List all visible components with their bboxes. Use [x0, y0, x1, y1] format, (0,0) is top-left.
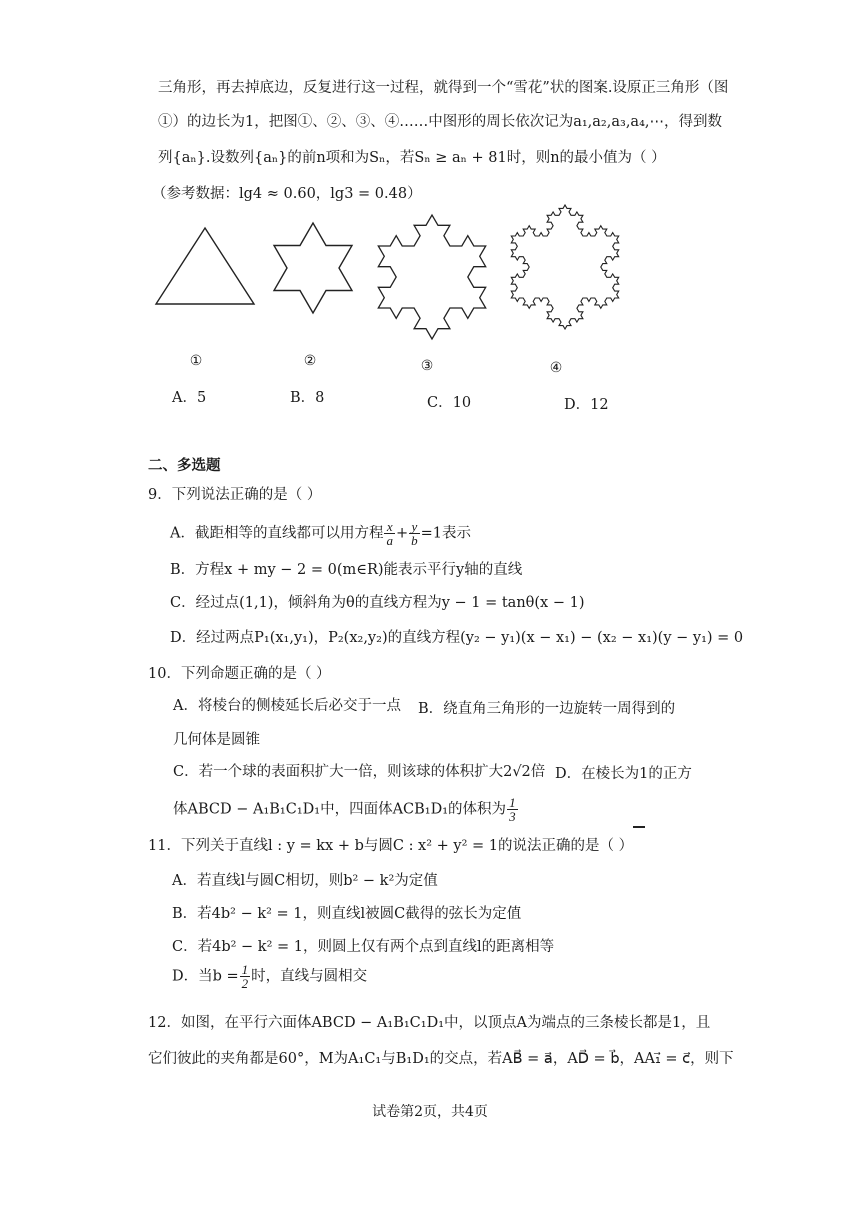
- q8-text-line2: ①）的边长为1，把图①、②、③、④……中图形的周长依次记为a₁,a₂,a₃,a₄,⋯，得到数: [158, 114, 722, 130]
- figure-3-snowflake: [372, 205, 492, 345]
- q10-stem: 10．下列命题正确的是（ ）: [148, 666, 331, 682]
- q8-option-a: A．5: [172, 390, 207, 406]
- q11-option-a: A．若直线l与圆C相切，则b² − k²为定值: [172, 873, 438, 889]
- q9-option-b: B．方程x + my − 2 = 0(m∈R)能表示平行y轴的直线: [170, 562, 523, 578]
- q9-a-text: A．截距相等的直线都可以用方程: [170, 525, 384, 542]
- figure-label-2: ②: [303, 353, 317, 369]
- q10-option-d: D．在棱长为1的正方: [555, 766, 692, 782]
- fraction-one-third: $\frac{1}{3}$: [509, 795, 516, 824]
- q9-option-a: A．截距相等的直线都可以用方程 $\frac{x}{a}$ + $\frac{y}{b}$ =1表示: [170, 519, 472, 548]
- figure-4-snowflake: [500, 195, 630, 335]
- q9-option-d: D．经过两点P₁(x₁,y₁)，P₂(x₂,y₂)的直线方程(y₂ − y₁)(x − x₁) − (x₂ − x₁)(y − y₁) = 0: [170, 630, 744, 646]
- figure-label-1: ①: [189, 353, 203, 369]
- q11-stem: 11．下列关于直线l : y = kx + b与圆C : x² + y² = 1的说法正确的是（ ）: [148, 838, 634, 854]
- q9-stem: 9．下列说法正确的是（ ）: [148, 487, 322, 503]
- q8-option-c: C．10: [427, 395, 472, 411]
- q8-text-line3: 列{aₙ}.设数列{aₙ}的前n项和为Sₙ，若Sₙ ≥ aₙ + 81时，则n的最小值为（ ）: [158, 150, 666, 166]
- q8-reference-data: （参考数据：lg4 ≈ 0.60，lg3 = 0.48）: [152, 186, 422, 202]
- figure-label-4: ④: [549, 360, 563, 376]
- fraction-y-over-b: $\frac{y}{b}$: [411, 519, 418, 548]
- q10-option-b: B．绕直角三角形的一边旋转一周得到的: [418, 701, 676, 717]
- q12-text-line1: 12．如图，在平行六面体ABCD − A₁B₁C₁D₁中，以顶点A为端点的三条棱长都是1，且: [148, 1015, 711, 1031]
- q8-option-b: B．8: [290, 390, 325, 406]
- q8-text-line1: 三角形，再去掉底边，反复进行这一过程，就得到一个“雪花”状的图案.设原正三角形（图: [158, 80, 729, 96]
- page-footer: 试卷第2页，共4页: [372, 1104, 488, 1120]
- q12-text-line2: 它们彼此的夹角都是60°，M为A₁C₁与B₁D₁的交点，若AB⃗ = a⃗，AD⃗ = b⃗，AA₁⃗ = c⃗，则下: [148, 1051, 734, 1067]
- q10-option-c: C．若一个球的表面积扩大一倍，则该球的体积扩大2√2倍: [173, 764, 546, 780]
- figure-1-triangle: [150, 220, 260, 320]
- q10-option-b-cont: 几何体是圆锥: [173, 732, 260, 748]
- q11-option-b: B．若4b² − k² = 1，则直线l被圆C截得的弦长为定值: [172, 906, 522, 922]
- q10-option-a: A．将棱台的侧棱延长后必交于一点: [173, 698, 401, 714]
- figure-label-3: ③: [420, 358, 434, 374]
- fraction-one-half: $\frac{1}{2}$: [241, 962, 249, 991]
- figure-2-star: [268, 208, 358, 318]
- q11-option-c: C．若4b² − k² = 1，则圆上仅有两个点到直线l的距离相等: [172, 939, 555, 955]
- stray-mark: [633, 826, 645, 828]
- q11-option-d: D．当b = $\frac{1}{2}$ 时，直线与圆相交: [172, 962, 368, 991]
- section-heading-multiple-choice: 二、多选题: [148, 457, 221, 474]
- fraction-x-over-a: $\frac{x}{a}$: [386, 519, 393, 548]
- q8-option-d: D．12: [564, 397, 609, 413]
- q10-option-d-cont: 体ABCD − A₁B₁C₁D₁中，四面体ACB₁D₁的体积为 $\frac{1}{3}$: [173, 795, 516, 824]
- q9-option-c: C．经过点(1,1)，倾斜角为θ的直线方程为y − 1 = tanθ(x − 1): [170, 595, 585, 611]
